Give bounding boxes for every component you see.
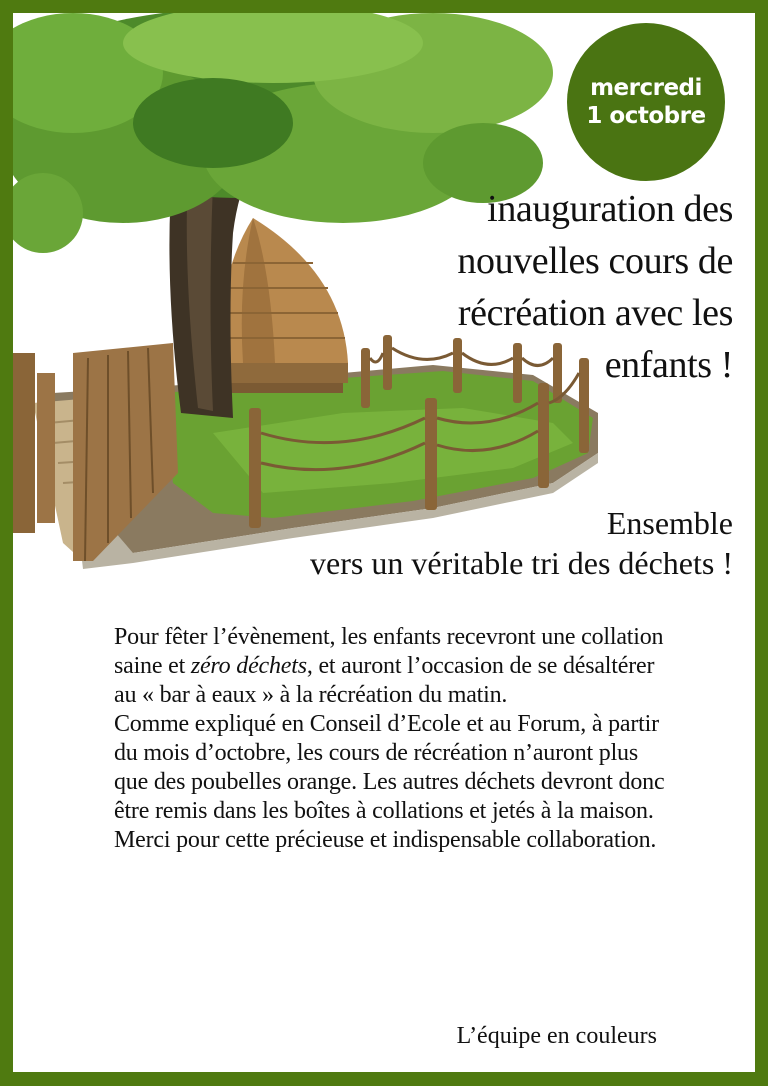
body-text <box>114 623 674 855</box>
subheading-line: vers un véritable tri des déchets ! <box>310 545 733 581</box>
subheading <box>173 503 733 583</box>
date-day-month: 1 octobre <box>586 103 706 129</box>
emphasis-text: zéro déchets <box>190 653 307 679</box>
date-weekday: mercredi <box>590 75 702 101</box>
wooden-hut-image <box>218 218 348 393</box>
headline-line: récréation avec les <box>457 292 733 334</box>
poster <box>13 13 755 1072</box>
headline-line: enfants ! <box>604 344 733 386</box>
date-badge <box>567 23 725 181</box>
headline-line: inauguration des <box>487 188 733 230</box>
headline-line: nouvelles cours de <box>457 240 733 282</box>
signature: L’équipe en couleurs <box>456 1023 657 1049</box>
paragraph-collation <box>114 623 674 710</box>
headline <box>333 183 733 391</box>
paragraph-bins: Comme expliqué en Conseil d’Ecole et au Forum, à partir du mois d’octobre, les cours de récréation n’auront plus que des poubelles orange. Les autres déchets devront donc être remis dans les boîtes à collations et jetés à la maison. <box>114 711 665 824</box>
paragraph-text: Pour fêter l’évènement, les enfants recevront une collation saine et <box>114 624 664 679</box>
paragraph-text: , et auront l’occasion de se désaltérer au « bar à eaux » à la récréation du matin. <box>114 653 655 708</box>
subheading-line: Ensemble <box>606 505 733 541</box>
paragraph-thanks: Merci pour cette précieuse et indispensable collaboration. <box>114 827 657 853</box>
